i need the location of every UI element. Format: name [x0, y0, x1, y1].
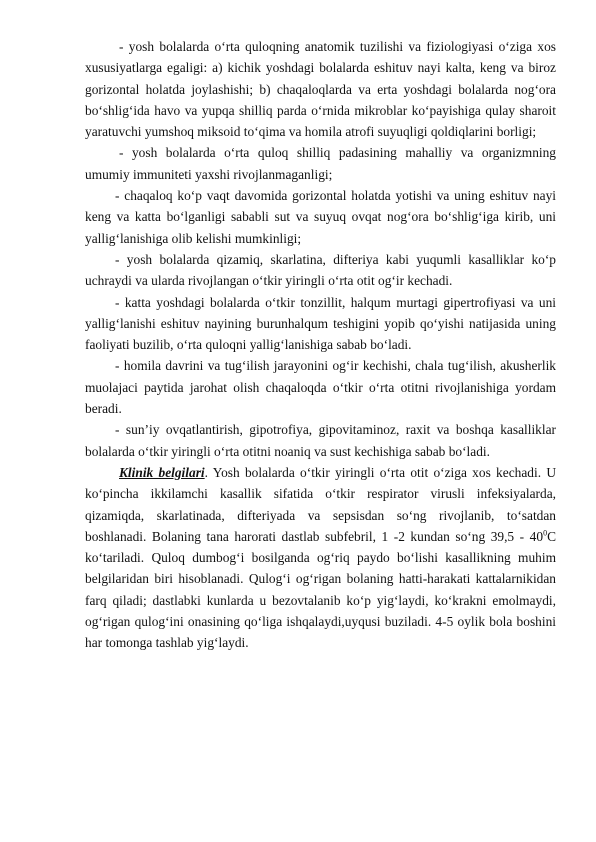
- paragraph-infant-position: - chaqaloq ko‘p vaqt davomida gorizontal holatda yotishi va uning eshituv nayi keng va katta bo‘lganligi sababli sut va suyuq ovqat nog‘ora bo‘shlig‘iga kirib, uni yallig‘lanishiga olib kelishi mumkinligi;: [85, 188, 556, 246]
- clinical-text-part2: C ko‘tariladi. Quloq dumbog‘i bosilganda og‘riq paydo bo‘lishi kasallikning muhim belgilaridan biri hisoblanadi. Qulog‘i og‘rigan bolaning hatti-harakati kattalarnikidan farq qiladi; dastlabki kunlarda u bezovtalanib ko‘p yig‘laydi, ko‘krakni emolmaydi, og‘rigan qulog‘ini onasining qo‘liga ishqalaydi,uyqusi buziladi. 4-5 oylik bola boshini har tomonga tashlab yig‘laydi.: [85, 528, 556, 651]
- paragraph-tonsillitis: - katta yoshdagi bolalarda o‘tkir tonzillit, halqum murtagi gipertrofiyasi va uni yallig‘lanishi eshituv nayining burunhalqum teshigini yopib qo‘yishi natijasida uning faoliyati buzilib, o‘rta quloqni yallig‘lanishiga sabab bo‘ladi.: [85, 294, 556, 353]
- paragraph-infections: - yosh bolalarda qizamiq, skarlatina, difteriya kabi yuqumli kasalliklar ko‘p uchraydi va ularda rivojlangan o‘tkir yiringli o‘rta otit og‘ir kechadi.: [85, 251, 556, 289]
- paragraph-immunity: - yosh bolalarda o‘rta quloq shilliq padasining mahalliy va organizmning umumiy immuniteti yaxshi rivojlanmaganligi;: [85, 145, 556, 182]
- paragraph-nutrition: - sun’iy ovqatlantirish, gipotrofiya, gipovitaminoz, raxit va boshqa kasalliklar bolalarda o‘tkir yiringli o‘rta otitni noaniq va sust kechishiga sabab bo‘ladi.: [85, 422, 556, 459]
- clinical-text-part1: . Yosh bolalarda o‘tkir yiringli o‘rta otit o‘ziga xos kechadi. U ko‘pincha ikkilamchi kasallik sifatida o‘tkir respirator virusli infeksiyalarda, qizamiqda, skarlatinada, difteriyada va sepsisdan so‘ng rivojlanib, to‘satdan boshlanadi. Bolaning tana harorati dastlab subfebril, 1 -2 kundan so‘ng 39,5 - 40: [85, 464, 556, 544]
- paragraph-anatomy: - yosh bolalarda o‘rta quloqning anatomik tuzilishi va fiziologiyasi o‘ziga xos xususiyatlarga egaligi: a) kichik yoshdagi bolalarda eshituv nayi kalta, keng va biroz gorizontal holatda joylashishi; b) chaqaloqlarda va erta yoshdagi bolalarda nog‘ora bo‘shlig‘ida havo va yupqa shilliq parda o‘rnida mikroblar ko‘payishiga qulay sharoit yaratuvchi yumshoq miksoid to‘qima va homila atrofi suyuqligi qoldiqlarini borligi;: [85, 39, 556, 140]
- paragraph-clinical-signs: [85, 462, 556, 654]
- clinical-signs-heading: Klinik belgilari: [119, 464, 205, 480]
- document-page: [85, 36, 556, 654]
- degree-superscript: 0: [543, 528, 548, 538]
- paragraph-birth: - homila davrini va tug‘ilish jarayonini og‘ir kechishi, chala tug‘ilish, akusherlik muolajaci paytida jarohat olish chaqaloqda o‘tkir o‘rta otitni rivojlanishiga yordam beradi.: [85, 358, 556, 417]
